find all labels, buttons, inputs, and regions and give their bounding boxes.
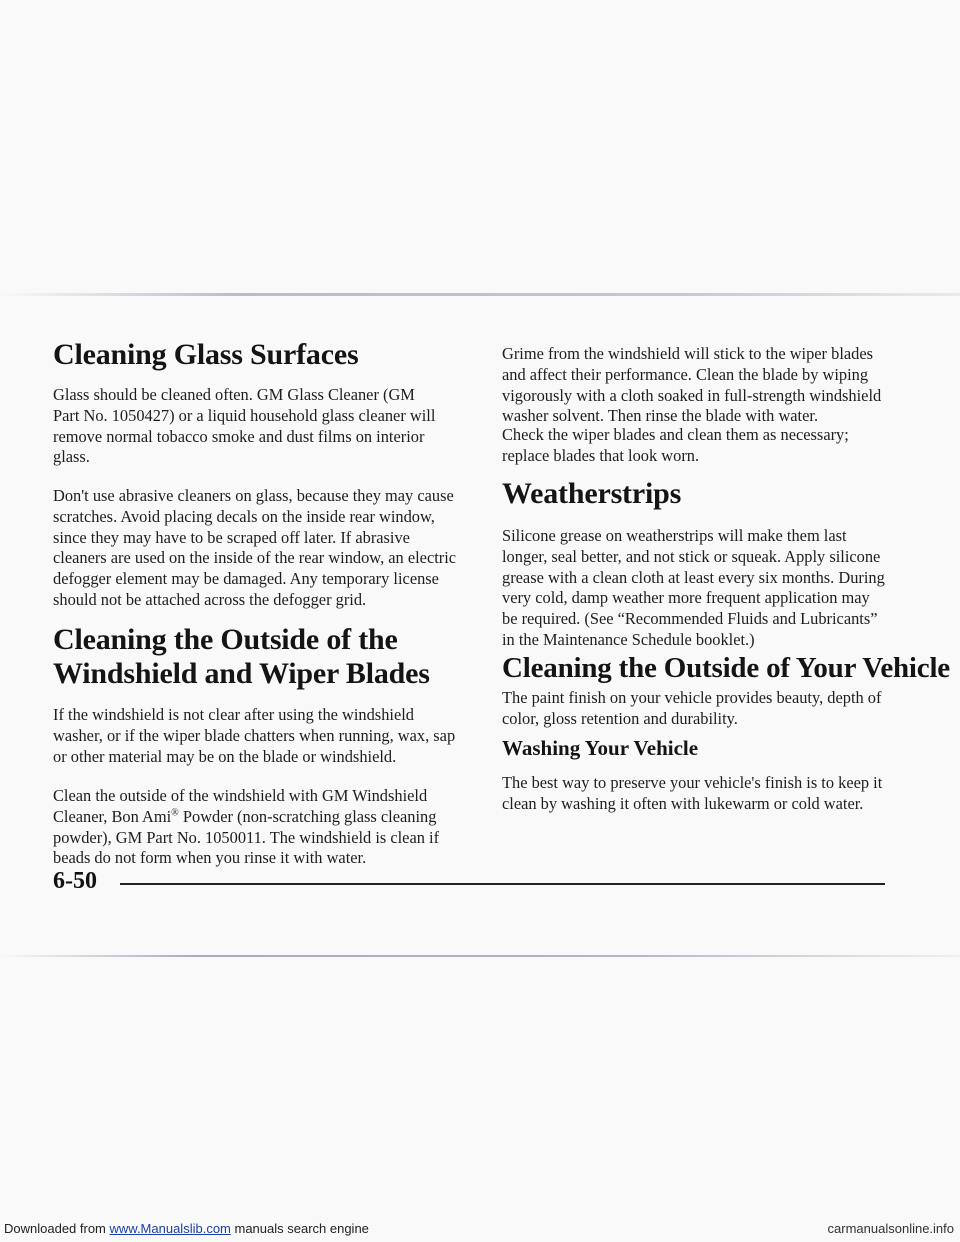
watermark-prefix: Downloaded from bbox=[4, 1221, 110, 1236]
paragraph-glass-cleaner: Glass should be cleaned often. GM Glass Cleaner (GM Part No. 1050427) or a liquid household glass cleaner will remove normal tobacco smoke and dust films on interior glass. bbox=[53, 385, 436, 467]
footer-rule bbox=[120, 883, 885, 885]
paragraph-check-wiper: Check the wiper blades and clean them as necessary; replace blades that look worn. bbox=[502, 425, 849, 465]
paragraph-abrasive-cleaners: Don't use abrasive cleaners on glass, because they may cause scratches. Avoid placing decals on the inside rear window, since they may have to be scraped off later. If abrasive cleaners are used on the inside of the rear window, an electric defogger element may be damaged. Any temporary license should not be attached across the defogger grid. bbox=[53, 486, 457, 609]
bottom-rule bbox=[0, 955, 960, 957]
page-number: 6-50 bbox=[53, 868, 97, 894]
paragraph-windshield-not-clear: If the windshield is not clear after using the windshield washer, or if the wiper blade chatters when running, wax, sap or other material may be on the blade or windshield. bbox=[53, 705, 456, 766]
heading-cleaning-glass: Cleaning Glass Surfaces bbox=[53, 338, 359, 371]
watermark-left bbox=[4, 1221, 369, 1236]
paragraph-paint-finish: The paint finish on your vehicle provides beauty, depth of color, gloss retention and durability. bbox=[502, 688, 882, 728]
heading-weatherstrips: Weatherstrips bbox=[502, 477, 682, 510]
watermark-right: carmanualsonline.info bbox=[827, 1221, 954, 1236]
top-rule bbox=[0, 293, 960, 296]
heading-cleaning-vehicle: Cleaning the Outside of Your Vehicle bbox=[502, 652, 950, 684]
manualslib-link[interactable]: www.Manualslib.com bbox=[109, 1221, 231, 1236]
registered-mark: ® bbox=[171, 807, 179, 819]
heading-windshield-line2: Windshield and Wiper Blades bbox=[53, 657, 430, 690]
clean-windshield-text-a: Clean the outside of the windshield with GM Windshield Cleaner, Bon Ami bbox=[53, 786, 428, 826]
clean-windshield-text-b: Powder (non-scratching glass cleaning powder), GM Part No. 1050011. The windshield is clean if beads do not form when you rinse it with water. bbox=[53, 806, 440, 868]
paragraph-washing: The best way to preserve your vehicle's finish is to keep it clean by washing it often with lukewarm or cold water. bbox=[502, 773, 883, 813]
watermark-suffix: manuals search engine bbox=[230, 1221, 369, 1236]
paragraph-clean-windshield bbox=[53, 786, 465, 869]
paragraph-grime: Grime from the windshield will stick to the wiper blades and affect their performance. Clean the blade by wiping vigorously with a cloth soaked in full-strength windshield washer solvent. Then rinse the blade with water. bbox=[502, 344, 882, 426]
heading-washing-vehicle: Washing Your Vehicle bbox=[502, 736, 699, 760]
paragraph-weatherstrips: Silicone grease on weatherstrips will make them last longer, seal better, and not stick or squeak. Apply silicone grease with a clean cloth at least every six months. During very cold, damp weather more frequent application may be required. (See “Recommended Fluids and Lubricants” in the Maintenance Schedule booklet.) bbox=[502, 526, 885, 649]
heading-windshield-line1: Cleaning the Outside of the bbox=[53, 623, 398, 656]
